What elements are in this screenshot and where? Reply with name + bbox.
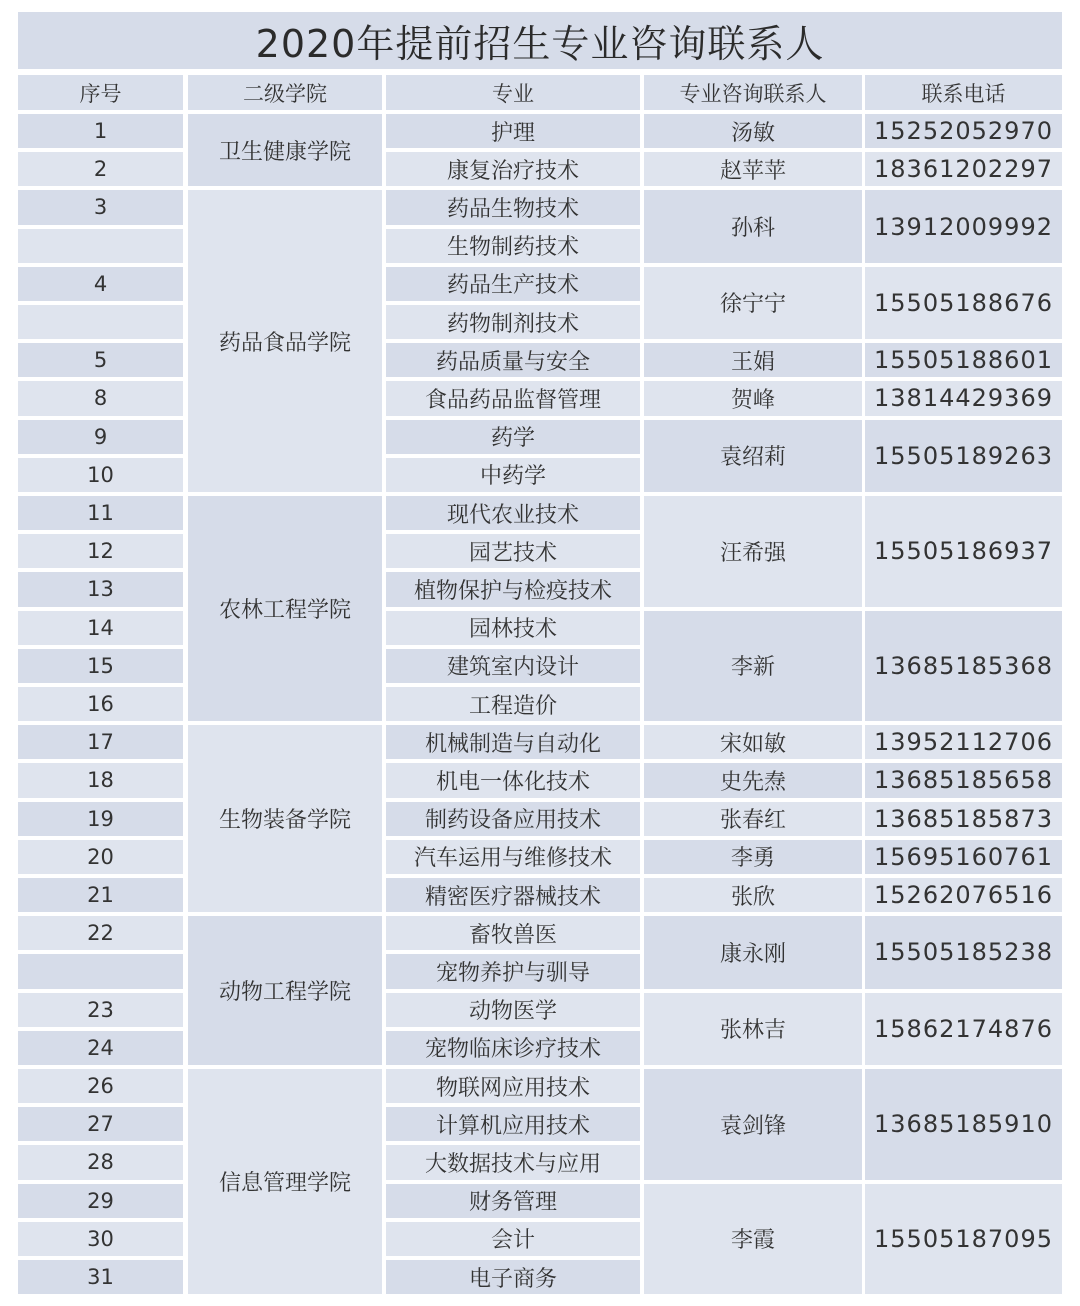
contact-name-cell: 孙科 <box>644 190 862 262</box>
row-number-cell: 2 <box>18 152 183 186</box>
major-cell: 护理 <box>386 114 640 148</box>
row-number-cell: 14 <box>18 611 183 645</box>
major-cell: 植物保护与检疫技术 <box>386 572 640 606</box>
major-cell: 机械制造与自动化 <box>386 725 640 759</box>
row-number-cell: 19 <box>18 802 183 836</box>
column-header: 联系电话 <box>865 75 1062 110</box>
contact-phone-cell: 13685185910 <box>865 1069 1062 1180</box>
row-number-cell: 9 <box>18 420 183 454</box>
contact-name-cell: 赵苹苹 <box>644 152 862 186</box>
major-cell: 计算机应用技术 <box>386 1107 640 1141</box>
college-cell: 动物工程学院 <box>188 916 382 1065</box>
major-cell: 园林技术 <box>386 611 640 645</box>
contact-name-cell: 张欣 <box>644 878 862 912</box>
major-cell: 物联网应用技术 <box>386 1069 640 1103</box>
major-cell: 生物制药技术 <box>386 229 640 263</box>
row-number-cell: 27 <box>18 1107 183 1141</box>
contact-name-cell: 李新 <box>644 611 862 722</box>
major-cell: 药品生物技术 <box>386 190 640 224</box>
row-number-cell <box>18 305 183 339</box>
row-number-cell: 15 <box>18 649 183 683</box>
row-number-cell: 13 <box>18 572 183 606</box>
row-number-cell: 28 <box>18 1145 183 1179</box>
major-cell: 药学 <box>386 420 640 454</box>
contact-name-cell: 袁剑锋 <box>644 1069 862 1180</box>
major-cell: 药品生产技术 <box>386 267 640 301</box>
contact-phone-cell: 15262076516 <box>865 878 1062 912</box>
college-cell: 药品食品学院 <box>188 190 382 492</box>
college-cell: 卫生健康学院 <box>188 114 382 186</box>
major-cell: 精密医疗器械技术 <box>386 878 640 912</box>
major-cell: 中药学 <box>386 458 640 492</box>
contact-phone-cell: 13912009992 <box>865 190 1062 262</box>
contact-phone-cell: 13685185368 <box>865 611 1062 722</box>
major-cell: 会计 <box>386 1222 640 1256</box>
row-number-cell: 10 <box>18 458 183 492</box>
contact-name-cell: 张春红 <box>644 802 862 836</box>
major-cell: 机电一体化技术 <box>386 763 640 797</box>
major-cell: 工程造价 <box>386 687 640 721</box>
row-number-cell: 3 <box>18 190 183 224</box>
table-title: 2020年提前招生专业咨询联系人 <box>18 12 1062 69</box>
row-number-cell: 12 <box>18 534 183 568</box>
major-cell: 畜牧兽医 <box>386 916 640 950</box>
major-cell: 动物医学 <box>386 993 640 1027</box>
major-cell: 制药设备应用技术 <box>386 802 640 836</box>
column-header: 二级学院 <box>188 75 382 110</box>
contact-name-cell: 宋如敏 <box>644 725 862 759</box>
contact-name-cell: 袁绍莉 <box>644 420 862 492</box>
contact-phone-cell: 15505185238 <box>865 916 1062 988</box>
contact-phone-cell: 15505189263 <box>865 420 1062 492</box>
contact-phone-cell: 15862174876 <box>865 993 1062 1065</box>
contact-name-cell: 李霞 <box>644 1184 862 1295</box>
contact-name-cell: 李勇 <box>644 840 862 874</box>
row-number-cell: 21 <box>18 878 183 912</box>
row-number-cell: 5 <box>18 343 183 377</box>
contact-phone-cell: 13685185658 <box>865 763 1062 797</box>
major-cell: 建筑室内设计 <box>386 649 640 683</box>
contact-phone-cell: 15505188601 <box>865 343 1062 377</box>
row-number-cell: 11 <box>18 496 183 530</box>
row-number-cell: 29 <box>18 1184 183 1218</box>
row-number-cell: 17 <box>18 725 183 759</box>
row-number-cell: 18 <box>18 763 183 797</box>
row-number-cell: 1 <box>18 114 183 148</box>
major-cell: 大数据技术与应用 <box>386 1145 640 1179</box>
row-number-cell: 23 <box>18 993 183 1027</box>
major-cell: 宠物临床诊疗技术 <box>386 1031 640 1065</box>
major-cell: 电子商务 <box>386 1260 640 1294</box>
row-number-cell: 4 <box>18 267 183 301</box>
major-cell: 药物制剂技术 <box>386 305 640 339</box>
major-cell: 财务管理 <box>386 1184 640 1218</box>
contact-name-cell: 徐宁宁 <box>644 267 862 339</box>
row-number-cell: 30 <box>18 1222 183 1256</box>
column-header: 序号 <box>18 75 183 110</box>
contact-phone-cell: 15505187095 <box>865 1184 1062 1295</box>
contact-phone-cell: 13685185873 <box>865 802 1062 836</box>
row-number-cell: 24 <box>18 1031 183 1065</box>
college-cell: 农林工程学院 <box>188 496 382 721</box>
contact-name-cell: 贺峰 <box>644 381 862 415</box>
column-header: 专业咨询联系人 <box>644 75 862 110</box>
college-cell: 信息管理学院 <box>188 1069 382 1294</box>
major-cell: 康复治疗技术 <box>386 152 640 186</box>
row-number-cell <box>18 954 183 988</box>
major-cell: 现代农业技术 <box>386 496 640 530</box>
major-cell: 药品质量与安全 <box>386 343 640 377</box>
contact-name-cell: 王娟 <box>644 343 862 377</box>
contact-name-cell: 康永刚 <box>644 916 862 988</box>
contact-phone-cell: 15505186937 <box>865 496 1062 607</box>
contact-name-cell: 汪希强 <box>644 496 862 607</box>
major-cell: 园艺技术 <box>386 534 640 568</box>
contact-name-cell: 史先焘 <box>644 763 862 797</box>
college-cell: 生物装备学院 <box>188 725 382 912</box>
row-number-cell <box>18 229 183 263</box>
row-number-cell: 16 <box>18 687 183 721</box>
contact-phone-cell: 15505188676 <box>865 267 1062 339</box>
contact-name-cell: 汤敏 <box>644 114 862 148</box>
row-number-cell: 26 <box>18 1069 183 1103</box>
major-cell: 食品药品监督管理 <box>386 381 640 415</box>
row-number-cell: 31 <box>18 1260 183 1294</box>
contact-phone-cell: 15252052970 <box>865 114 1062 148</box>
contact-phone-cell: 13952112706 <box>865 725 1062 759</box>
row-number-cell: 22 <box>18 916 183 950</box>
contact-phone-cell: 18361202297 <box>865 152 1062 186</box>
row-number-cell: 20 <box>18 840 183 874</box>
contact-phone-cell: 13814429369 <box>865 381 1062 415</box>
contact-name-cell: 张林吉 <box>644 993 862 1065</box>
major-cell: 宠物养护与驯导 <box>386 954 640 988</box>
contact-phone-cell: 15695160761 <box>865 840 1062 874</box>
column-header: 专业 <box>386 75 640 110</box>
major-cell: 汽车运用与维修技术 <box>386 840 640 874</box>
row-number-cell: 8 <box>18 381 183 415</box>
